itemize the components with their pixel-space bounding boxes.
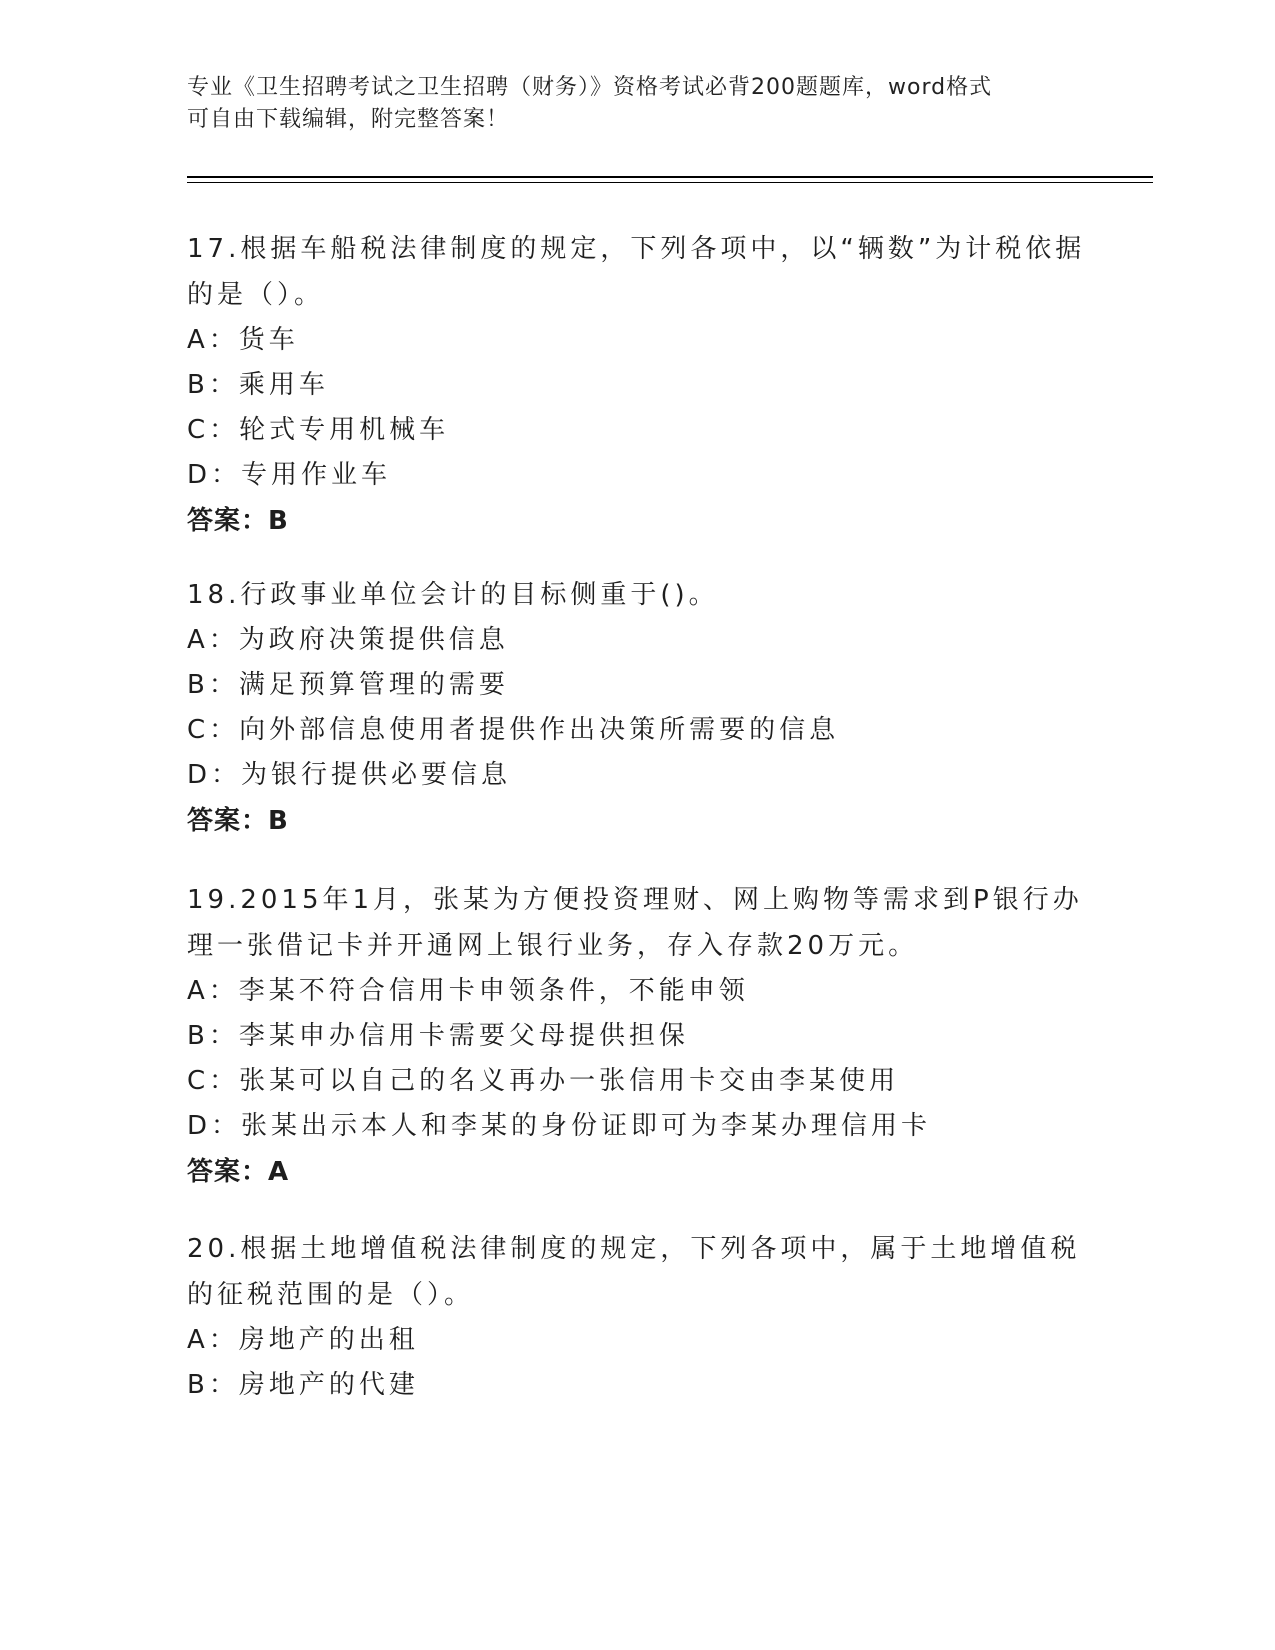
question-19 [187,877,1087,1195]
answer-value: B [268,506,289,536]
option-a: A：为政府决策提供信息 [187,625,509,655]
header-line-1: 专业《卫生招聘考试之卫生招聘（财务）》资格考试必背200题题库，word格式 [187,75,993,100]
option-d: D：张某出示本人和李某的身份证即可为李某办理信用卡 [187,1111,932,1141]
option-d: D：为银行提供必要信息 [187,760,512,790]
question-stem: 17.根据车船税法律制度的规定，下列各项中，以“辆数”为计税依据的是（）。 [187,234,1086,310]
answer-value: B [268,806,289,836]
answer-line [187,1149,1087,1195]
document-header [187,72,1087,136]
option-b: B：满足预算管理的需要 [187,670,509,700]
answer-label: 答案： [187,1157,269,1187]
question-17 [187,226,1087,544]
answer-line [187,498,1087,544]
question-stem: 18.行政事业单位会计的目标侧重于()。 [187,580,719,610]
option-b: B：乘用车 [187,370,329,400]
question-18 [187,572,1087,844]
option-d: D：专用作业车 [187,460,392,490]
answer-label: 答案： [187,806,269,836]
header-rule-thick [187,176,1153,178]
option-b: B：李某申办信用卡需要父母提供担保 [187,1021,689,1051]
header-line-2: 可自由下载编辑，附完整答案！ [187,107,510,132]
option-a: A：房地产的出租 [187,1325,419,1355]
option-c: C：轮式专用机械车 [187,415,450,445]
option-a: A：货车 [187,325,299,355]
answer-value: A [268,1157,290,1187]
question-stem: 20.根据土地增值税法律制度的规定，下列各项中，属于土地增值税的征税范围的是（）。 [187,1234,1081,1310]
option-c: C：张某可以自己的名义再办一张信用卡交由李某使用 [187,1066,900,1096]
option-c: C：向外部信息使用者提供作出决策所需要的信息 [187,715,840,745]
question-20 [187,1226,1087,1408]
answer-line [187,798,1087,844]
option-a: A：李某不符合信用卡申领条件，不能申领 [187,976,749,1006]
question-stem: 19.2015年1月，张某为方便投资理财、网上购物等需求到P银行办理一张借记卡并开通网上银行业务，存入存款20万元。 [187,885,1083,961]
answer-label: 答案： [187,506,269,536]
option-b: B：房地产的代建 [187,1370,419,1400]
header-rule-thin [187,182,1153,183]
